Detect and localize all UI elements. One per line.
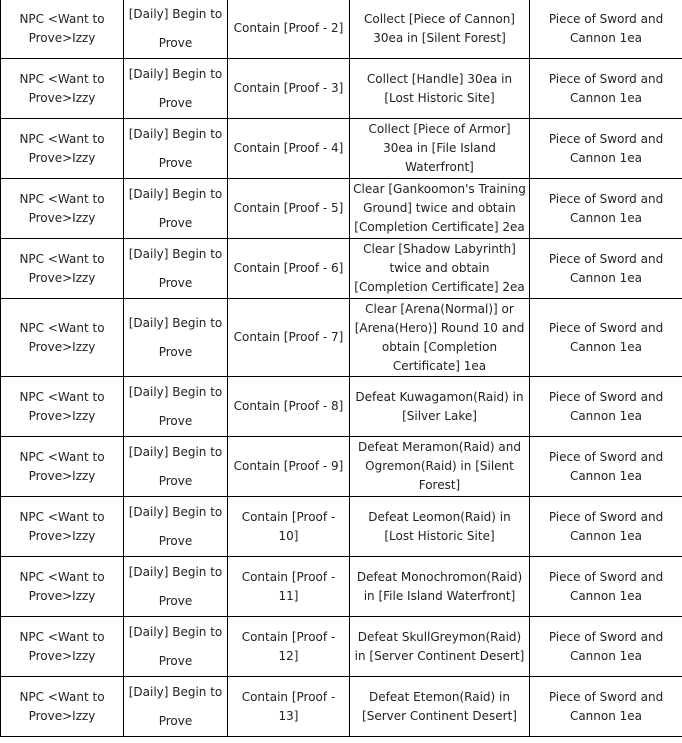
quest-cell: Contain [Proof - 7] — [228, 299, 350, 377]
quest-cell: Contain [Proof - 2] — [228, 0, 350, 59]
category-line-1: [Daily] Begin to — [128, 684, 223, 699]
npc-cell: NPC <Want to Prove>Izzy — [1, 437, 124, 497]
table-row — [1, 179, 682, 239]
quest-cell: Contain [Proof - 4] — [228, 119, 350, 179]
table-row — [1, 59, 682, 119]
quest-cell: Contain [Proof - 13] — [228, 677, 350, 737]
category-line-1: [Daily] Begin to — [128, 444, 223, 459]
objective-cell: Clear [Shadow Labyrinth] twice and obtain [Completion Certificate] 2ea — [350, 239, 530, 299]
reward-cell: Piece of Sword and Cannon 1ea — [530, 179, 682, 239]
npc-cell: NPC <Want to Prove>Izzy — [1, 299, 124, 377]
category-line-1: [Daily] Begin to — [128, 66, 223, 81]
category-line-2: Prove — [158, 653, 193, 668]
category-cell — [124, 239, 228, 299]
npc-cell: NPC <Want to Prove>Izzy — [1, 179, 124, 239]
objective-cell: Defeat Kuwagamon(Raid) in [Silver Lake] — [350, 377, 530, 437]
category-line-2: Prove — [158, 713, 193, 728]
table-row — [1, 437, 682, 497]
category-line-1: [Daily] Begin to — [128, 624, 223, 639]
table-row — [1, 557, 682, 617]
table-row — [1, 617, 682, 677]
category-line-2: Prove — [158, 35, 193, 50]
reward-cell: Piece of Sword and Cannon 1ea — [530, 59, 682, 119]
category-line-2: Prove — [158, 155, 193, 170]
category-cell — [124, 59, 228, 119]
quest-cell: Contain [Proof - 6] — [228, 239, 350, 299]
npc-cell: NPC <Want to Prove>Izzy — [1, 239, 124, 299]
reward-cell: Piece of Sword and Cannon 1ea — [530, 377, 682, 437]
category-cell — [124, 0, 228, 59]
category-cell — [124, 557, 228, 617]
category-line-2: Prove — [158, 533, 193, 548]
quest-cell: Contain [Proof - 12] — [228, 617, 350, 677]
table-row — [1, 0, 682, 59]
objective-cell: Collect [Handle] 30ea in [Lost Historic Site] — [350, 59, 530, 119]
quest-cell: Contain [Proof - 11] — [228, 557, 350, 617]
reward-cell: Piece of Sword and Cannon 1ea — [530, 617, 682, 677]
table-row — [1, 677, 682, 737]
reward-cell: Piece of Sword and Cannon 1ea — [530, 437, 682, 497]
table-row — [1, 377, 682, 437]
category-line-1: [Daily] Begin to — [128, 315, 223, 330]
npc-cell: NPC <Want to Prove>Izzy — [1, 617, 124, 677]
quest-cell: Contain [Proof - 10] — [228, 497, 350, 557]
category-line-2: Prove — [158, 275, 193, 290]
npc-cell: NPC <Want to Prove>Izzy — [1, 0, 124, 59]
objective-cell: Clear [Gankoomon's Training Ground] twice and obtain [Completion Certificate] 2ea — [350, 179, 530, 239]
category-line-2: Prove — [158, 344, 193, 359]
reward-cell: Piece of Sword and Cannon 1ea — [530, 557, 682, 617]
reward-cell: Piece of Sword and Cannon 1ea — [530, 0, 682, 59]
reward-cell: Piece of Sword and Cannon 1ea — [530, 239, 682, 299]
objective-cell: Defeat SkullGreymon(Raid) in [Server Continent Desert] — [350, 617, 530, 677]
table-row — [1, 119, 682, 179]
quest-cell: Contain [Proof - 8] — [228, 377, 350, 437]
objective-cell: Defeat Monochromon(Raid) in [File Island Waterfront] — [350, 557, 530, 617]
category-line-1: [Daily] Begin to — [128, 186, 223, 201]
quest-cell: Contain [Proof - 3] — [228, 59, 350, 119]
npc-cell: NPC <Want to Prove>Izzy — [1, 59, 124, 119]
category-cell — [124, 299, 228, 377]
objective-cell: Clear [Arena(Normal)] or [Arena(Hero)] Round 10 and obtain [Completion Certificate] 1ea — [350, 299, 530, 377]
category-line-1: [Daily] Begin to — [128, 6, 223, 21]
category-line-1: [Daily] Begin to — [128, 246, 223, 261]
table-row — [1, 299, 682, 377]
quest-cell: Contain [Proof - 9] — [228, 437, 350, 497]
npc-cell: NPC <Want to Prove>Izzy — [1, 119, 124, 179]
category-line-1: [Daily] Begin to — [128, 564, 223, 579]
category-line-1: [Daily] Begin to — [128, 126, 223, 141]
npc-cell: NPC <Want to Prove>Izzy — [1, 377, 124, 437]
category-cell — [124, 179, 228, 239]
category-line-1: [Daily] Begin to — [128, 384, 223, 399]
table-row — [1, 239, 682, 299]
quest-cell: Contain [Proof - 5] — [228, 179, 350, 239]
reward-cell: Piece of Sword and Cannon 1ea — [530, 299, 682, 377]
objective-cell: Collect [Piece of Armor] 30ea in [File Island Waterfront] — [350, 119, 530, 179]
table-row — [1, 497, 682, 557]
npc-cell: NPC <Want to Prove>Izzy — [1, 677, 124, 737]
category-line-2: Prove — [158, 95, 193, 110]
npc-cell: NPC <Want to Prove>Izzy — [1, 497, 124, 557]
reward-cell: Piece of Sword and Cannon 1ea — [530, 497, 682, 557]
category-cell — [124, 119, 228, 179]
category-line-2: Prove — [158, 593, 193, 608]
category-line-2: Prove — [158, 473, 193, 488]
objective-cell: Defeat Leomon(Raid) in [Lost Historic Site] — [350, 497, 530, 557]
objective-cell: Defeat Meramon(Raid) and Ogremon(Raid) in [Silent Forest] — [350, 437, 530, 497]
npc-cell: NPC <Want to Prove>Izzy — [1, 557, 124, 617]
category-cell — [124, 677, 228, 737]
reward-cell: Piece of Sword and Cannon 1ea — [530, 677, 682, 737]
objective-cell: Collect [Piece of Cannon] 30ea in [Silent Forest] — [350, 0, 530, 59]
category-cell — [124, 497, 228, 557]
category-cell — [124, 437, 228, 497]
objective-cell: Defeat Etemon(Raid) in [Server Continent Desert] — [350, 677, 530, 737]
category-line-1: [Daily] Begin to — [128, 504, 223, 519]
category-cell — [124, 617, 228, 677]
category-line-2: Prove — [158, 413, 193, 428]
category-line-2: Prove — [158, 215, 193, 230]
category-cell — [124, 377, 228, 437]
reward-cell: Piece of Sword and Cannon 1ea — [530, 119, 682, 179]
